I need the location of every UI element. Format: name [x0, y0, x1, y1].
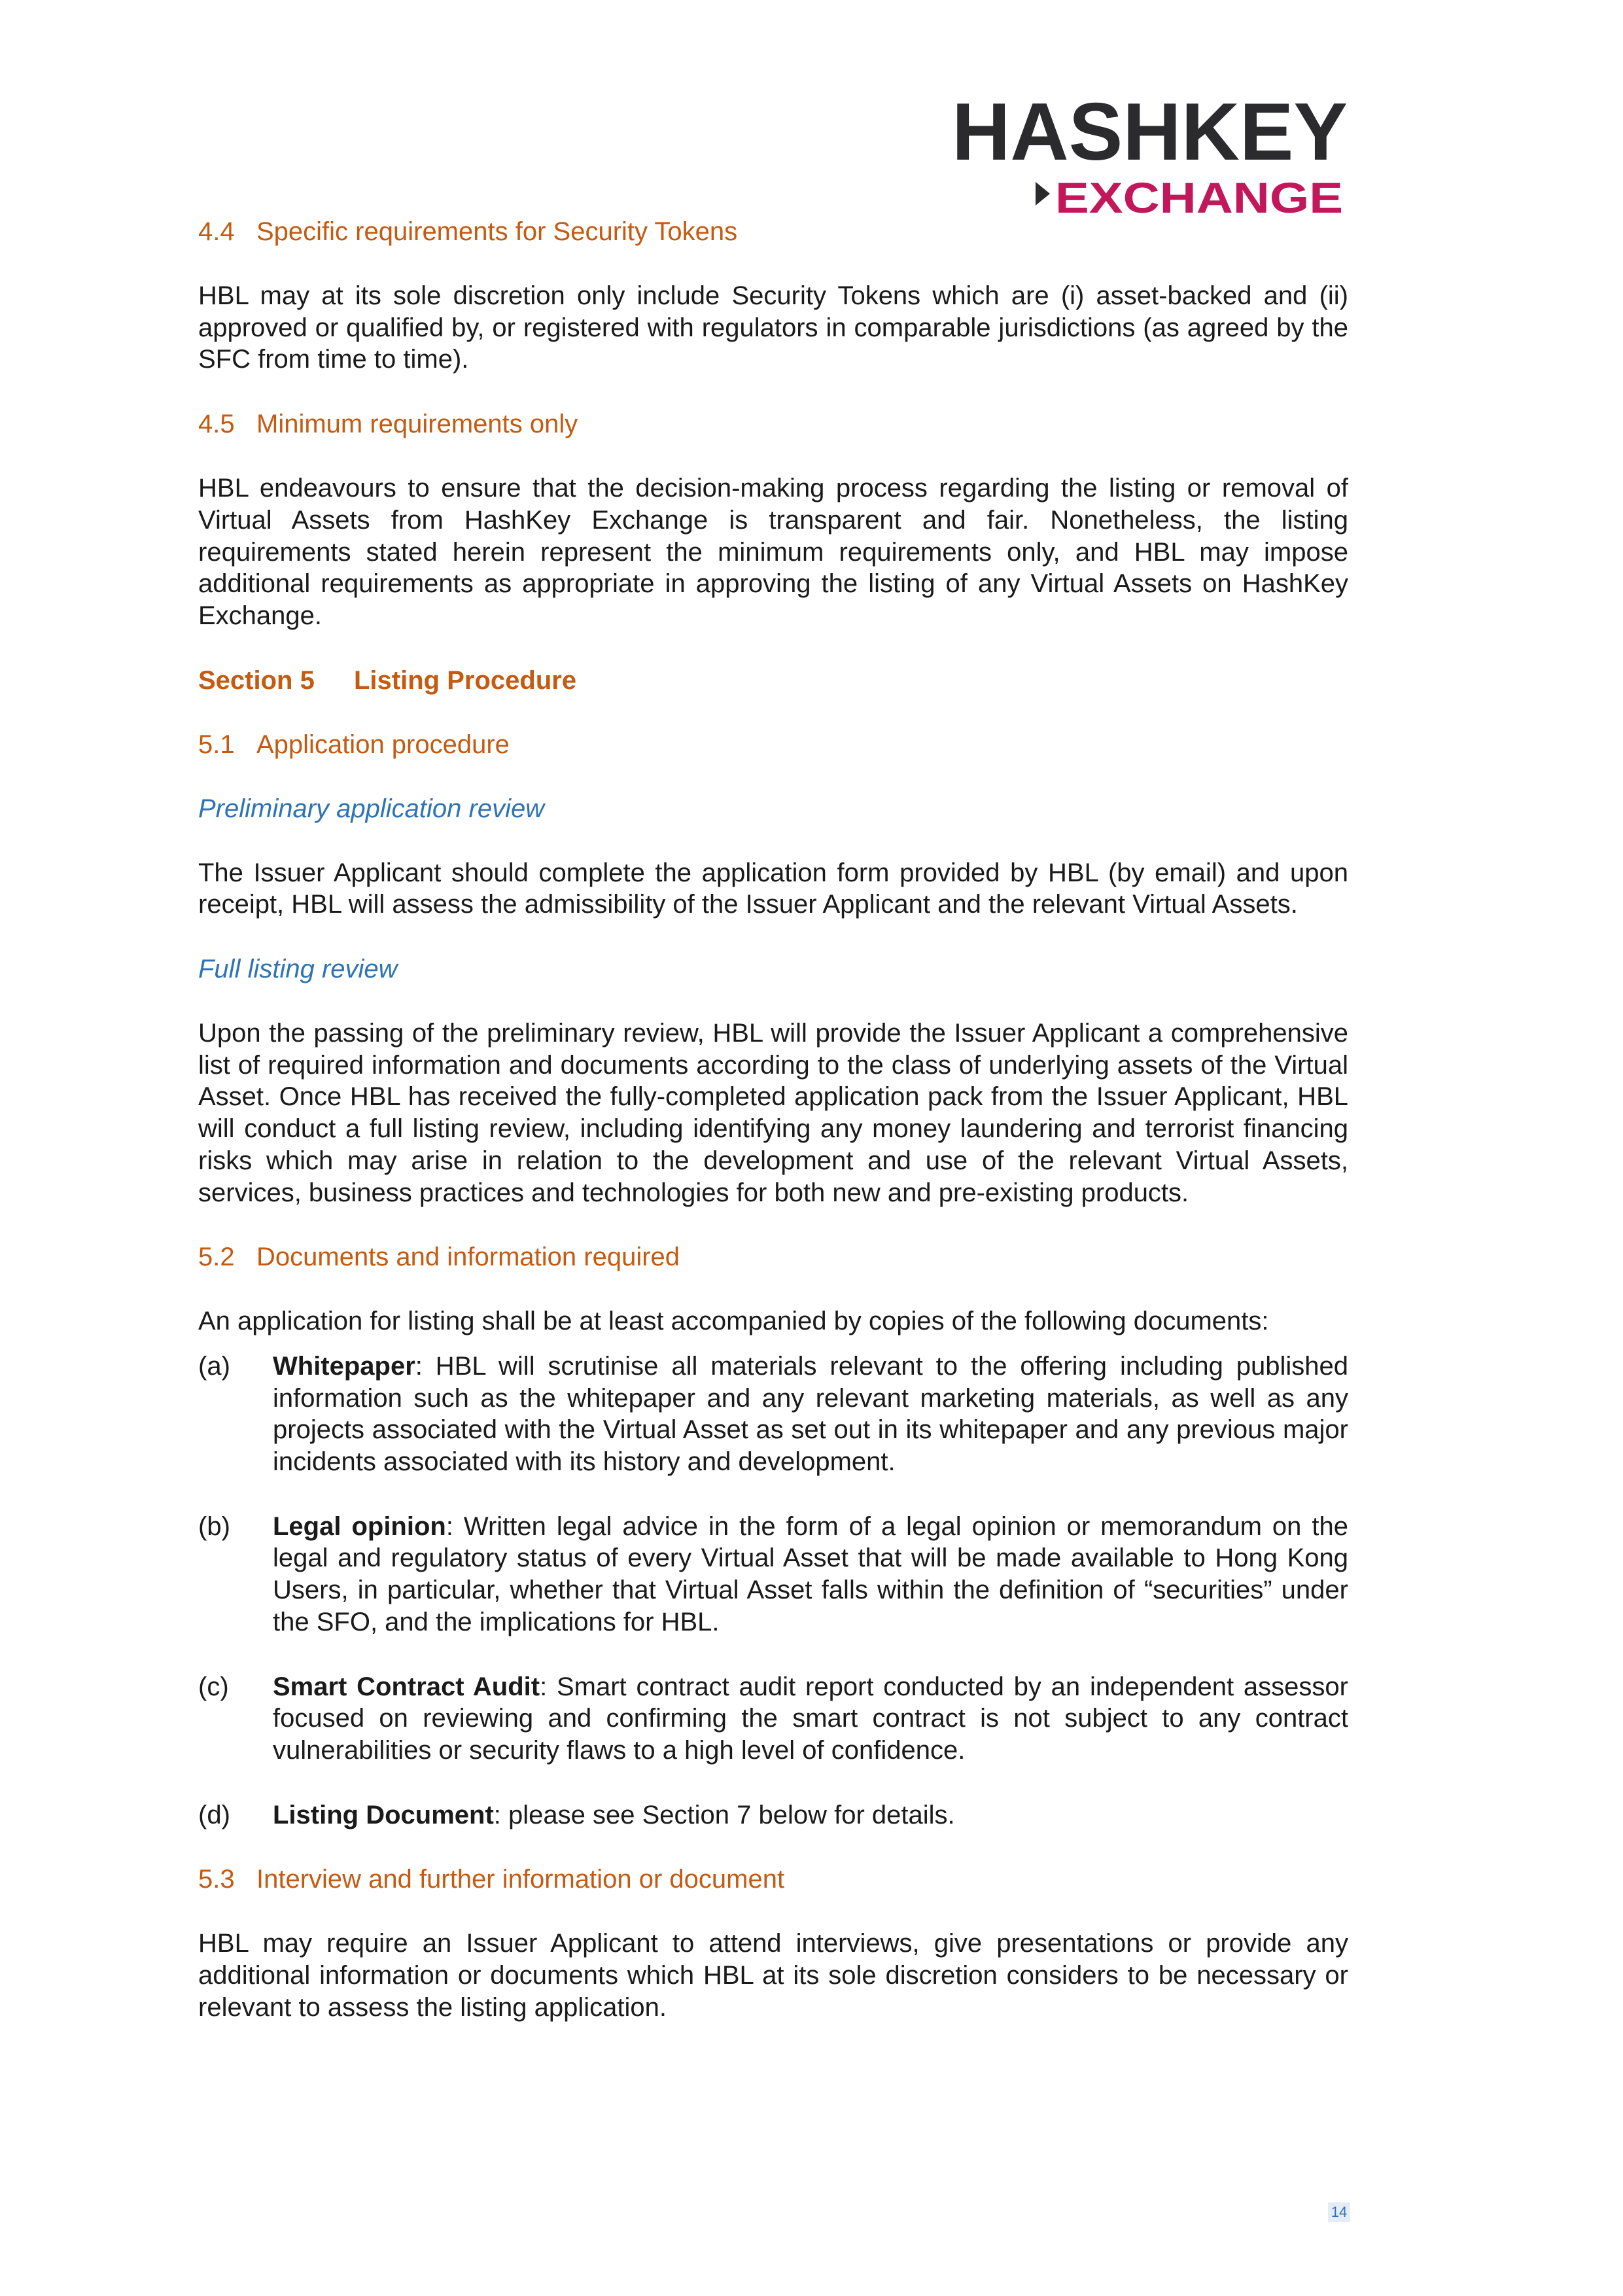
list-item-legal-opinion: (b) Legal opinion: Written legal advice in the form of a legal opinion or memorandum on the legal and regulatory status of every Virtual Asset that will be made available to Hong Kong Users, in particular, whether that Virtual Asset falls within the definition of “securities” under the SFO, and the implications for HBL. [198, 1511, 1348, 1636]
paragraph-4-4: HBL may at its sole discretion only include Security Tokens which are (i) asset-backed and (ii) approved or qualified by, or registered with regulators in comparable jurisdictions (as agreed by the SFC from time to time). [198, 281, 1348, 374]
heading-preliminary-review: Preliminary application review [198, 794, 545, 823]
list-item-whitepaper: (a) Whitepaper: HBL will scrutinise all materials relevant to the offering including published information such as the whitepaper and any relevant marketing materials, as well as any projects associated with the Virtual Asset as set out in its whitepaper and any previous major incidents associated with its history and development. [198, 1351, 1348, 1477]
logo-triangle-icon [1036, 182, 1050, 205]
paragraph-5-2-intro: An application for listing shall be at least accompanied by copies of the following documents: [198, 1307, 1269, 1336]
heading-section-5: Section 5 Listing Procedure [198, 665, 577, 695]
list-item-listing-document: (d) Listing Document: please see Section 7 below for details. [198, 1800, 955, 1829]
heading-5-3: 5.3 Interview and further information or document [198, 1865, 785, 1894]
document-body [198, 216, 1348, 2024]
paragraph-full-listing-review: Upon the passing of the preliminary review, HBL will provide the Issuer Applicant a comprehensive list of required information and documents according to the class of underlying assets of the Virtual Asset. Once HBL has received the fully-completed application pack from the Issuer Applicant, HBL will conduct a full listing review, including identifying any money laundering and terrorist financing risks which may arise in relation to the development and use of the relevant Virtual Assets, services, business practices and technologies for both new and pre-existing products. [198, 1019, 1348, 1207]
heading-4-5: 4.5 Minimum requirements only [198, 410, 578, 439]
paragraph-4-5: HBL endeavours to ensure that the decision-making process regarding the listing or removal of Virtual Assets from HashKey Exchange is transparent and fair. Nonetheless, the listing requirements stated herein represent the minimum requirements only, and HBL may impose additional requirements as appropriate in approving the listing of any Virtual Assets on HashKey Exchange. [198, 474, 1348, 630]
heading-5-2: 5.2 Documents and information required [198, 1243, 680, 1272]
logo-wordmark-hashkey: HASHKEY [952, 97, 1348, 177]
list-item-smart-contract-audit: (c) Smart Contract Audit: Smart contract audit report conducted by an independent assessor focused on reviewing and confirming the smart contract is not subject to any contract vulnerabilities or security flaws to a high level of confidence. [198, 1672, 1348, 1765]
hashkey-exchange-logo [952, 97, 1351, 228]
heading-5-1: 5.1 Application procedure [198, 730, 510, 759]
heading-4-4: 4.4 Specific requirements for Security Tokens [198, 217, 738, 246]
paragraph-preliminary-review: The Issuer Applicant should complete the application form provided by HBL (by email) and upon receipt, HBL will assess the admissibility of the Issuer Applicant and the relevant Virtual Assets. [198, 858, 1348, 919]
page-number: 14 [1328, 2202, 1350, 2222]
heading-full-listing-review: Full listing review [198, 955, 398, 984]
paragraph-5-3: HBL may require an Issuer Applicant to attend interviews, give presentations or provide any additional information or documents which HBL at its sole discretion considers to be necessary or relevant to assess the listing application. [198, 1929, 1348, 2022]
logo-wordmark-exchange: EXCHANGE [1055, 173, 1343, 222]
